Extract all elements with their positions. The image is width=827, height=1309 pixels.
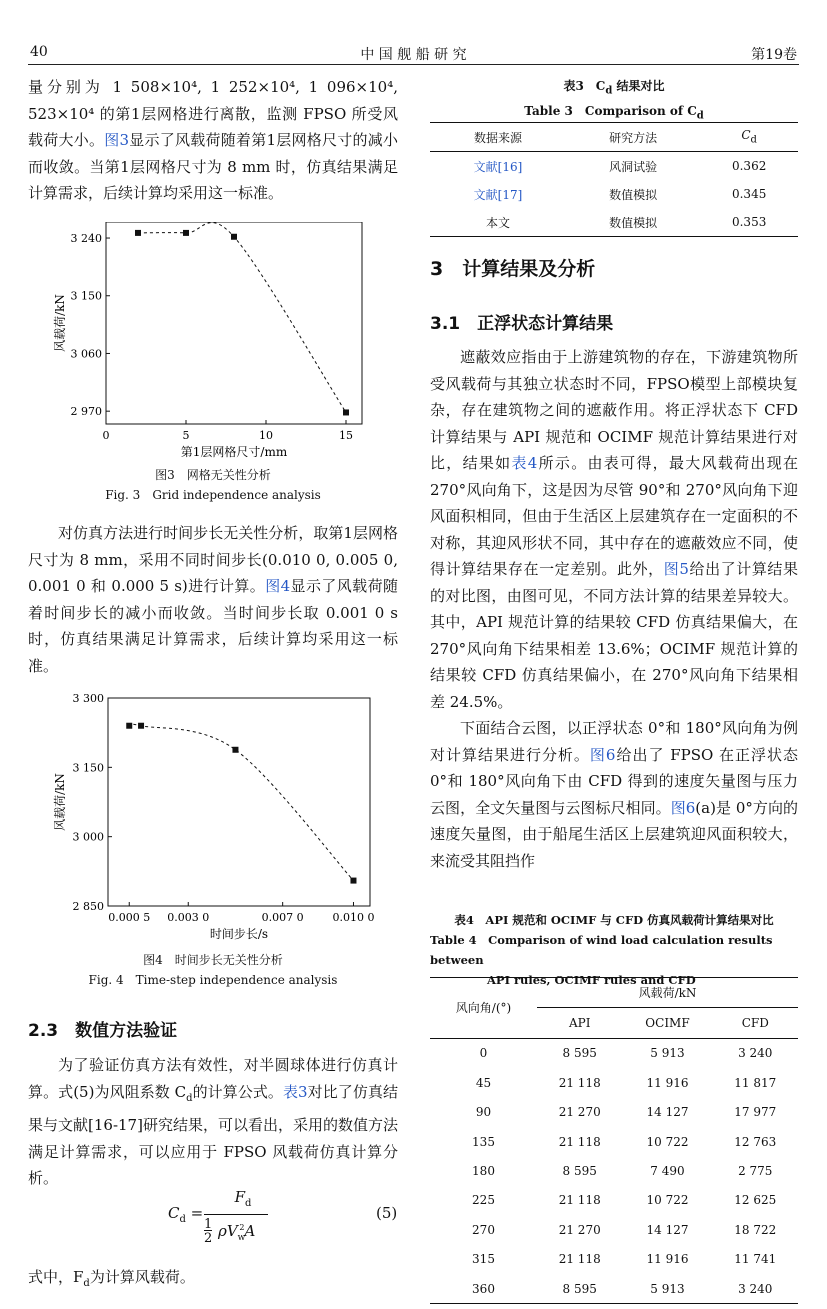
table4-cell: 12 625 — [734, 1193, 777, 1208]
section-3-1-heading: 3.1 正浮状态计算结果 — [430, 314, 614, 334]
right-paragraph-1: 遮蔽效应指由于上游建筑物的存在，下游建筑物所受风载荷与其独立状态时不同，FPSO模型上部模块复杂，存在建筑物之间的遮蔽作用。将正浮状态下 CFD 计算结果与 API 规范和 OCIMF 规范计算结果进行对比，结果如表4所示。由表可得，最大风载荷出现在 270°风向角下，这是因为尽管 90°和 270°风向角下迎风面积相同，但由于生活区上层建筑存在一定面积的不对称，其迎风形状不同，其中存在的遮蔽效应不同，使得计算结果存在一定差别。此外，图5给出了计算结果的对比图，由图可见，不同方法计算的结果差异较大。其中，API 规范计算的结果较 CFD 仿真结果偏大，在 270°风向角下结果相差 13.6%；OCIMF 规范计算的结果较 CFD 仿真结果偏小，在 270°风向角下结果相差 24.5%。 — [430, 348, 798, 711]
fig4-caption-en: Fig. 4 Time-step independence analysis — [88, 973, 338, 987]
table3-header: 研究方法 — [609, 130, 658, 145]
table4-cell: 21 118 — [558, 1075, 601, 1090]
table3 — [430, 122, 798, 237]
table-row — [430, 208, 798, 237]
y-tick-label: 3 240 — [70, 232, 102, 246]
table3-header: $C_d$ — [741, 128, 757, 146]
volume-label: 第19卷 — [751, 47, 797, 63]
x-tick-label: 0.003 0 — [167, 911, 210, 924]
data-point — [231, 234, 237, 240]
table-row — [430, 1098, 798, 1127]
fig4-caption — [28, 950, 398, 990]
table4-cell: 8 595 — [562, 1164, 597, 1179]
series-line — [129, 724, 353, 881]
table4-cell: 315 — [472, 1252, 495, 1267]
table4-cell: 270 — [472, 1222, 495, 1237]
table4-cell: 45 — [475, 1075, 492, 1090]
left-column — [28, 74, 398, 207]
section-3-heading: 3 计算结果及分析 — [430, 258, 596, 280]
equation-number: (5) — [376, 1204, 398, 1222]
table3-cell: 本文 — [485, 215, 510, 230]
table4-cell: 21 118 — [558, 1193, 601, 1208]
table4-header: OCIMF — [645, 1016, 690, 1031]
data-point — [183, 230, 189, 236]
page-number: 40 — [30, 44, 48, 60]
fig3-caption-cn: 图3 网格无关性分析 — [155, 468, 271, 482]
table-row — [430, 1245, 798, 1274]
table4-cell: 180 — [472, 1164, 495, 1179]
table4-cell: 14 127 — [646, 1222, 689, 1237]
left-column-2 — [28, 520, 398, 679]
table4-cell: 21 118 — [558, 1252, 601, 1267]
y-tick-label: 3 000 — [72, 830, 104, 844]
table4-cell: 17 977 — [734, 1105, 777, 1120]
x-tick-label: 0 — [102, 429, 110, 442]
y-tick-label: 3 150 — [72, 761, 104, 775]
journal-name: 中 国 舰 船 研 究 — [360, 47, 467, 63]
fig6-link[interactable]: 图6 — [589, 745, 616, 764]
table3-cell: 0.362 — [731, 159, 767, 173]
table4-cell: 8 595 — [562, 1281, 597, 1296]
table4-cell: 2 775 — [738, 1164, 773, 1179]
table-row — [430, 1127, 798, 1156]
fig3-link[interactable]: 图3 — [104, 131, 130, 149]
table4-cell: 21 270 — [558, 1105, 601, 1120]
table4-cell: 0 — [479, 1046, 488, 1061]
y-axis-label: 风载荷/kN — [53, 294, 67, 352]
x-tick-label: 0.000 5 — [108, 911, 151, 924]
left-paragraph-3: 为了验证仿真方法有效性，对半圆球体进行仿真计算。式(5)为风阻系数 $C_d$的计算公式。表3对比了仿真结果与文献[16-17]研究结果，可以看出，采用的数值方法满足计算需求，可以应用于 FPSO 风载荷仿真计算分析。 — [28, 1056, 398, 1187]
table4-cell: 10 722 — [646, 1134, 689, 1149]
table-row — [430, 1186, 798, 1215]
plot-frame — [106, 222, 362, 424]
table4-cell: 7 490 — [650, 1164, 685, 1179]
table4-cell: 21 118 — [558, 1134, 601, 1149]
table4-cell: 11 916 — [646, 1075, 689, 1090]
table4-cell: 3 240 — [738, 1046, 773, 1061]
series-line — [138, 223, 346, 413]
table3-cell: 0.345 — [731, 187, 767, 201]
data-point — [135, 230, 141, 236]
table3-cell: 0.353 — [731, 215, 767, 229]
table4-cell: 21 270 — [558, 1222, 601, 1237]
fig4-caption-cn: 图4 时间步长无关性分析 — [143, 953, 283, 967]
table4 — [430, 977, 798, 1304]
fig6-link-2[interactable]: 图6 — [670, 798, 696, 817]
y-tick-label: 3 300 — [72, 692, 104, 705]
x-tick-label: 15 — [339, 429, 353, 442]
table4-cell: 225 — [472, 1193, 495, 1208]
fig3-caption — [28, 465, 398, 505]
table4-cell: 11 741 — [734, 1252, 777, 1267]
plot-frame — [108, 698, 370, 906]
y-tick-label: 2 850 — [72, 900, 104, 913]
table4-cell: 14 127 — [646, 1105, 689, 1120]
table4-link[interactable]: 表4 — [511, 454, 538, 472]
table-row — [430, 1274, 798, 1304]
left-column-3 — [28, 1052, 398, 1192]
table4-cell: 3 240 — [738, 1281, 773, 1296]
table3-caption: 表3 $C_d$ 结果对比 Table 3 Comparison of $C_d$ — [524, 79, 704, 122]
table4-col-angle: 风向角/(°) — [430, 978, 537, 1039]
section-2-3-heading: 2.3 数值方法验证 — [28, 1021, 178, 1041]
fig4-chart — [50, 690, 380, 946]
y-tick-label: 2 970 — [70, 405, 102, 419]
fig5-link[interactable]: 图5 — [663, 560, 689, 578]
equation-5: $C_d$ = $F_d$ 1 2 $\rho V_w^2A$ — [168, 1188, 288, 1260]
x-tick-label: 0.010 0 — [332, 911, 375, 924]
table3-cell: 风洞试验 — [609, 159, 658, 174]
table4-cell: 12 763 — [734, 1134, 777, 1149]
table3-cell: 数值模拟 — [609, 187, 658, 202]
fig3-chart — [50, 222, 370, 462]
data-point — [343, 409, 349, 415]
table3-cell[interactable]: 文献[16] — [473, 159, 523, 174]
x-tick-label: 10 — [259, 429, 273, 442]
x-tick-label: 5 — [182, 429, 190, 442]
table4-cell: 8 595 — [562, 1046, 597, 1061]
y-axis-label: 风载荷/kN — [53, 773, 67, 831]
table-row — [430, 1156, 798, 1185]
fig3-caption-en: Fig. 3 Grid independence analysis — [105, 488, 321, 502]
table4-cell: 5 913 — [650, 1046, 685, 1061]
table-row — [430, 1068, 798, 1097]
table4-cell: 5 913 — [650, 1281, 685, 1296]
table3-header: 数据来源 — [473, 130, 522, 145]
header-rule — [28, 64, 799, 65]
data-point — [350, 878, 356, 884]
table3-cell: 数值模拟 — [609, 215, 658, 230]
right-column — [430, 344, 798, 874]
table4-cell: 11 817 — [734, 1075, 777, 1090]
x-axis-label: 时间步长/s — [209, 927, 269, 941]
data-point — [126, 723, 132, 729]
fig4-link[interactable]: 图4 — [265, 577, 291, 595]
data-point — [232, 747, 238, 753]
table-row — [430, 180, 798, 208]
table4-cell: 90 — [475, 1105, 492, 1120]
left-column-4 — [28, 1264, 398, 1298]
table4-caption: 表4 API 规范和 OCIMF 与 CFD 仿真风载荷计算结果对比 Table 4 Comparison of wind load calculation results between API rules, OCIMF rules and CFD — [430, 913, 774, 987]
table4-header: API — [568, 1016, 591, 1031]
table-row — [430, 152, 798, 181]
table4-header: CFD — [741, 1016, 769, 1031]
left-paragraph-2: 对仿真方法进行时间步长无关性分析，取第1层网格尺寸为 8 mm，采用不同时间步长(0.010 0, 0.005 0, 0.001 0 和 0.000 5 s)进行计算。图4显示了风载荷随着时间步长的减小而收敛。当时间步长取 0.001 0 s 时，仿真结果满足计算需求，后续计算均采用这一标准。 — [28, 524, 398, 675]
x-tick-label: 0.007 0 — [261, 911, 304, 924]
data-point — [138, 723, 144, 729]
table4-cell: 10 722 — [646, 1193, 689, 1208]
table-row — [430, 1215, 798, 1244]
table3-link[interactable]: 表3 — [282, 1082, 308, 1101]
left-paragraph-1: 量分别为 1 508×10⁴, 1 252×10⁴, 1 096×10⁴, 523×10⁴ 的第1层网格进行离散，监测 FPSO 所受风载荷大小。图3显示了风载荷随着第1层网格尺寸的减小而收敛。当第1层网格尺寸为 8 mm 时，仿真结果满足计算需求，后续计算均采用这一标准。 — [28, 78, 398, 202]
table4-group-header: 风载荷/kN — [537, 978, 798, 1008]
table4-cell: 360 — [472, 1281, 495, 1296]
table4-cell: 18 722 — [734, 1222, 777, 1237]
table3-cell[interactable]: 文献[17] — [473, 187, 523, 202]
y-tick-label: 3 060 — [70, 347, 102, 361]
table-row — [430, 1038, 798, 1068]
y-tick-label: 3 150 — [70, 289, 102, 303]
table4-cell: 135 — [472, 1134, 495, 1149]
table4-cell: 11 916 — [646, 1252, 689, 1267]
right-paragraph-2: 下面结合云图，以正浮状态 0°和 180°风向角为例对计算结果进行分析。图6给出了 FPSO 在正浮状态 0°和 180°风向角下由 CFD 得到的速度矢量图与压力云图，全文矢量图与云图标尺相同。图6(a)是 0°方向的速度矢量图，由于船尾生活区上层建筑迎风面积较大，来流受其阻挡作 — [430, 719, 798, 870]
x-axis-label: 第1层网格尺寸/mm — [180, 445, 288, 459]
left-paragraph-4: 式中，$F_d$为计算风载荷。 — [28, 1268, 195, 1289]
